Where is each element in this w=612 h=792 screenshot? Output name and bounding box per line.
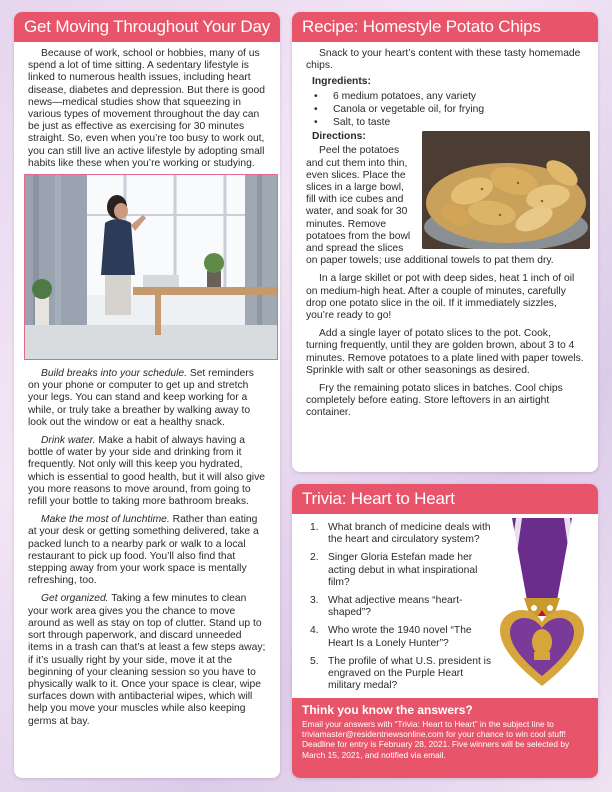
intro-paragraph: Because of work, school or hobbies, many of us spend a lot of time sitting. A sedentary lifestyle is linked to numerous health issues, including heart disease, diabetes and depression. But there is good news—medical studies show that squeezing in various types of movement throughout the day can be just as effective as exercising for 30 minutes straight. So, even when you’re too busy to work out, you can still live an active lifestyle by adopting small habits like these when you’re working or studying. [28, 48, 265, 169]
trivia-question [306, 625, 496, 649]
woman-at-window-photo [24, 174, 278, 360]
ingredients-list [312, 91, 584, 130]
tip-breaks [28, 368, 266, 429]
ingredient-item: • 6 medium potatoes, any variety [312, 91, 584, 103]
direction-step: Fry the remaining potato slices in batches. Cool chips completely before eating. Store leftovers in an airtight container. [306, 383, 563, 419]
tip-lunch-lead: Make the most of lunchtime. [41, 514, 170, 526]
direction-step: Peel the potatoes and cut them into thin, even slices. Place the slices in a large bowl, fill with ice cubes and water, and soak for 30 minutes. Remove potatoes from the bowl and spread the slices on paper towels; use additional towels to pat them dry. [306, 145, 554, 267]
question-number: 1. [310, 522, 319, 533]
question-text: What adjective means “heart-shaped”? [328, 595, 463, 619]
cta-text: Email your answers with “Trivia: Heart to Heart” in the subject line to triviamaster@residentnewsonline.com for your chance to win cool stuff! Deadline for entry is February 28, 2021. Five winners will be selected by March 15, 2021, and notified via email. [302, 719, 570, 760]
potato-chips-photo [422, 131, 590, 249]
ingredients-section [306, 76, 584, 129]
tip-breaks-lead: Build breaks into your schedule. [41, 368, 187, 380]
tip-water [28, 435, 266, 508]
question-text: What branch of medicine deals with the heart and circulatory system? [328, 522, 491, 546]
tip-water-text: Make a habit of always having a bottle of water by your side and drinking from it frequently. Not only will this keep you hydrated, which is essential to good health, but it will also give you more reasons to move around, from going to refill your bottle to taking more bathroom breaks. [28, 435, 265, 508]
tip-lunch-text: Rather than eating at your desk or getting something delivered, take a packed lunch to a nearby park or walk to a local restaurant to pick up food. You’ll also find that stepping away from your work space is mentally refreshing, too. [28, 514, 259, 587]
article-get-moving [14, 12, 280, 778]
tip-organized-lead: Get organized. [41, 593, 109, 605]
tip-organized-text: Taking a few minutes to clean your work area gives you the chance to move around as well as stay on top of clutter. Stand up to sort through paperwork, and discard unneeded items in a trash can that’s at least a few steps away; if it’s usually right by your side, move it at the beginning of your cleaning session so you have to physically walk to it. Once your space is clear, wipe surfaces down with antibacterial wipes, which will help you move your muscles while also keeping germs at bay. [28, 593, 266, 727]
recipe-intro: Snack to your heart’s content with these tasty homemade chips. [306, 48, 581, 72]
trivia-cta [292, 698, 598, 778]
trivia-question [306, 595, 496, 619]
article-title: Get Moving Throughout Your Day [14, 12, 280, 42]
question-number: 5. [310, 655, 319, 667]
directions-heading: Directions: [312, 131, 366, 143]
office-illustration [25, 175, 278, 360]
recipe-panel [292, 12, 598, 472]
trivia-question [306, 552, 496, 589]
trivia-question [306, 522, 496, 546]
trivia-question [306, 656, 496, 693]
question-number: 4. [310, 625, 319, 637]
tip-lunch [28, 514, 266, 587]
ingredient-item: • Salt, to taste [312, 117, 584, 129]
trivia-title: Trivia: Heart to Heart [292, 484, 598, 514]
question-text: The profile of what U.S. president is engraved on the Purple Heart military medal? [328, 655, 492, 692]
question-text: Singer Gloria Estefan made her acting debut in what inspirational film? [328, 552, 478, 588]
direction-step: Add a single layer of potato slices to the pot. Cook, turning frequently, until they are golden brown, about 3 to 4 minutes. Remove potatoes to a plate lined with paper towels. Sprinkle with salt or other seasonings as desired. [306, 328, 584, 376]
tip-water-lead: Drink water. [41, 435, 96, 447]
ingredient-item: • Canola or vegetable oil, for frying [312, 104, 584, 116]
question-number: 3. [310, 595, 319, 607]
directions-section [306, 131, 584, 419]
recipe-title: Recipe: Homestyle Potato Chips [292, 12, 598, 42]
purple-heart-medal-icon [494, 518, 590, 690]
cta-heading: Think you know the answers? [302, 703, 473, 717]
ingredients-heading: Ingredients: [312, 76, 371, 88]
direction-step: In a large skillet or pot with deep sides, heat 1 inch of oil on medium-high heat. After a couple of minutes, carefully drop one potato slice in the oil. If it immediately sizzles, you’re ready to go! [306, 273, 575, 322]
chips-illustration [422, 131, 590, 249]
question-text: Who wrote the 1940 novel “The Heart Is a Lonely Hunter”? [328, 625, 472, 649]
tip-organized [28, 593, 266, 727]
tip-breaks-text: Set reminders on your phone or computer to get up and stretch your legs. You can stand and keep working for a while, or truly take a breather by walking away to look out the window or eat a healthy snack. [28, 368, 254, 428]
trivia-panel [292, 484, 598, 778]
question-number: 2. [310, 552, 319, 564]
